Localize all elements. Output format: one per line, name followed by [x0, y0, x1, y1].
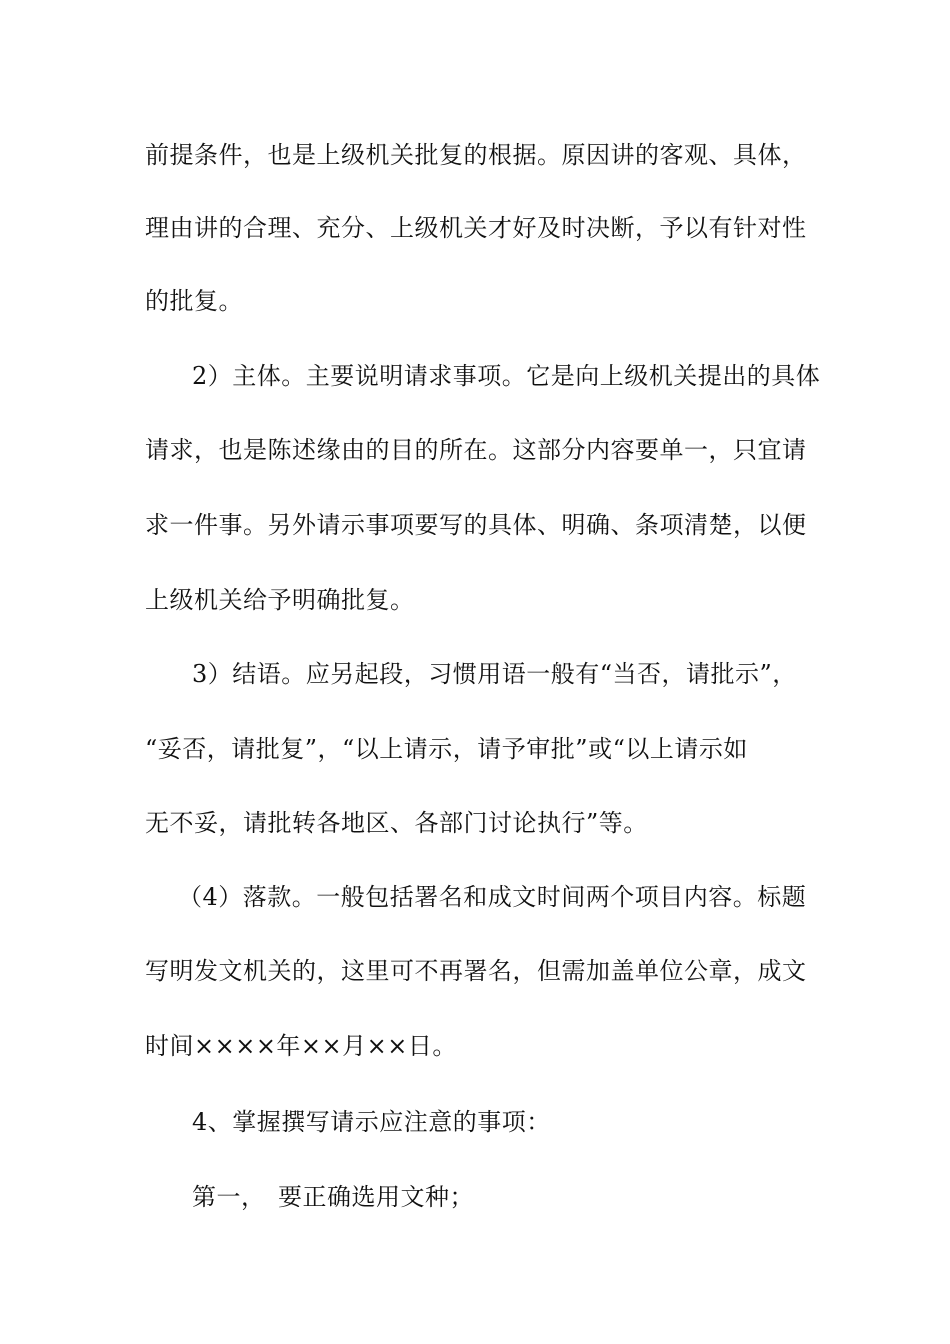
text-line: 无不妥，请批转各地区、各部门讨论执行”等。 — [145, 809, 648, 837]
text-line: 的批复。 — [145, 287, 243, 315]
text-line: 上级机关给予明确批复。 — [145, 586, 415, 614]
text-line: 写明发文机关的，这里可不再署名，但需加盖单位公章，成文 — [145, 957, 807, 985]
text-line: 3）结语。应另起段，习惯用语一般有“当否，请批示”， — [192, 660, 797, 688]
text-line: 求一件事。另外请示事项要写的具体、明确、条项清楚，以便 — [145, 511, 807, 539]
text-line: 第一， 要正确选用文种； — [192, 1183, 474, 1211]
text-line: 4、掌握撰写请示应注意的事项： — [192, 1108, 551, 1136]
text-line: 理由讲的合理、充分、上级机关才好及时决断，予以有针对性 — [145, 214, 807, 242]
text-line: 时间××××年××月××日。 — [145, 1032, 457, 1060]
text-line: 2）主体。主要说明请求事项。它是向上级机关提出的具体 — [192, 362, 821, 390]
text-line: 前提条件，也是上级机关批复的根据。原因讲的客观、具体， — [145, 141, 807, 169]
text-line: （4）落款。一般包括署名和成文时间两个项目内容。标题 — [178, 883, 807, 911]
text-line: “妥否，请批复”，“以上请示，请予审批”或“以上请示如 — [145, 735, 748, 763]
text-line: 请求，也是陈述缘由的目的所在。这部分内容要单一，只宜请 — [145, 436, 807, 464]
